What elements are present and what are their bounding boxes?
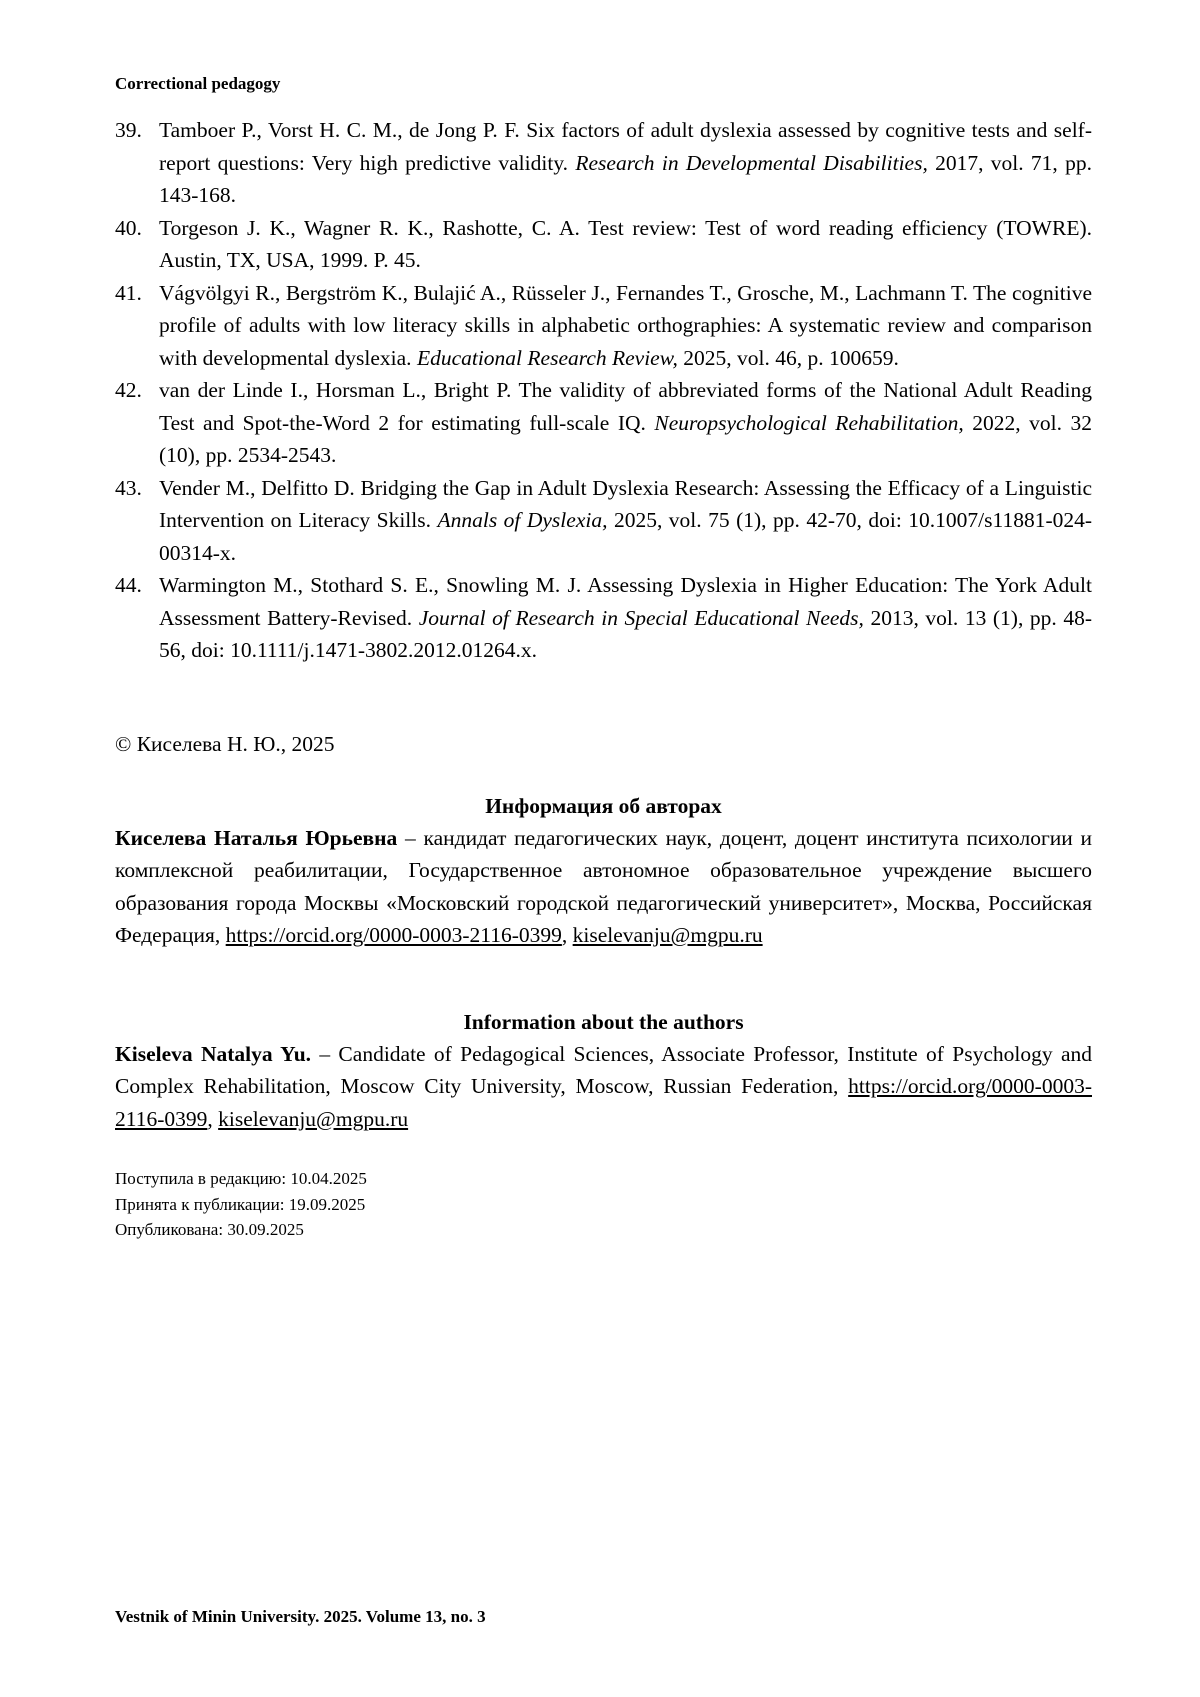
reference-number: 42.: [115, 378, 142, 402]
en-orcid-link[interactable]: https://orcid.org/0000-0003-2116-0399: [115, 1074, 1092, 1131]
en-author-info-title: Information about the authors: [463, 1010, 744, 1034]
reference-item: [115, 114, 1092, 212]
accepted-date: Принята к публикации: 19.09.2025: [115, 1194, 366, 1214]
published-date: Опубликована: 30.09.2025: [115, 1220, 304, 1239]
reference-tail: 2025, vol. 46, p. 100659.: [683, 345, 899, 370]
reference-journal: Research in Developmental Disabilities,: [575, 150, 928, 175]
en-email-link[interactable]: kiselevanju@mgpu.ru: [218, 1106, 409, 1131]
en-author-description: – Candidate of Pedagogical Sciences, Associate Professor, Institute of Psychology and Complex Rehabilitation, Moscow City University, Moscow, Russian Federation,: [115, 1042, 1092, 1099]
ru-orcid-link[interactable]: https://orcid.org/0000-0003-2116-0399: [225, 922, 562, 947]
journal-footer: Vestnik of Minin University. 2025. Volume 13, no. 3: [115, 1607, 486, 1626]
ru-author-description: – кандидат педагогических наук, доцент, доцент института психологии и комплексной реабилитации, Государственное автономное образовательное учреждение высшего образования города Москвы «Московский городской педагогический университет», Москва, Российская Федерация,: [115, 826, 1092, 947]
reference-number: 44.: [115, 573, 142, 597]
en-author-name: Kiseleva Natalya Yu.: [115, 1042, 312, 1066]
reference-item: [115, 212, 1092, 277]
reference-journal: Journal of Research in Special Educational Needs,: [418, 605, 864, 630]
reference-number: 41.: [115, 280, 142, 305]
reference-item: [115, 374, 1092, 472]
reference-journal: Neuropsychological Rehabilitation,: [654, 410, 964, 435]
reference-journal: Annals of Dyslexia,: [437, 508, 608, 532]
copyright: © Киселева Н. Ю., 2025: [115, 732, 335, 756]
reference-text: Torgeson J. K., Wagner R. K., Rashotte, C. A. Test review: Test of word reading efficiency (TOWRE). Austin, TX, USA, 1999. P. 45.: [159, 215, 1092, 272]
ru-author-info: [115, 822, 1092, 951]
reference-journal: Educational Research Review,: [416, 345, 678, 370]
reference-item: [115, 569, 1092, 667]
ru-email-link[interactable]: kiselevanju@mgpu.ru: [572, 922, 763, 947]
received-date: Поступила в редакцию: 10.04.2025: [115, 1169, 367, 1188]
en-separator: ,: [207, 1106, 219, 1131]
en-author-info: [115, 1038, 1092, 1135]
ru-author-info-title: Информация об авторах: [485, 794, 722, 818]
reference-item: [115, 277, 1092, 375]
reference-text: van der Linde I., Horsman L., Bright P. The validity of abbreviated forms of the National Adult Reading Test and Spot-the-Word 2 for estimating full-scale IQ.: [159, 378, 1092, 435]
reference-tail: 2013, vol. 13 (1), pp. 48-56, doi: 10.1111/j.1471-3802.2012.01264.x.: [159, 605, 1092, 662]
reference-number: 43.: [115, 475, 142, 500]
reference-text: Vágvölgyi R., Bergström K., Bulajić A., Rüsseler J., Fernandes T., Grosche, M., Lachmann T. The cognitive profile of adults with low literacy skills in alphabetic orthographies: A systematic review and comparison with developmental dyslexia.: [159, 280, 1092, 370]
reference-tail: 2022, vol. 32 (10), pp. 2534-2543.: [159, 410, 1092, 467]
ru-separator: ,: [561, 922, 568, 947]
reference-number: 39.: [115, 118, 142, 142]
reference-tail: 2017, vol. 71, pp. 143-168.: [159, 150, 1092, 207]
reference-list: [115, 114, 1092, 667]
reference-number: 40.: [115, 215, 142, 240]
reference-tail: 2025, vol. 75 (1), pp. 42-70, doi: 10.1007/s11881-024-00314-x.: [159, 508, 1093, 565]
reference-text: Warmington M., Stothard S. E., Snowling M. J. Assessing Dyslexia in Higher Education: The York Adult Assessment Battery-Revised.: [159, 573, 1092, 630]
reference-text: Tamboer P., Vorst H. C. M., de Jong P. F. Six factors of adult dyslexia assessed by cognitive tests and self-report questions: Very high predictive validity.: [159, 118, 1092, 175]
ru-author-name: Киселева Наталья Юрьевна: [115, 826, 398, 850]
publication-dates: [115, 1166, 367, 1243]
reference-item: [115, 472, 1092, 570]
reference-text: Vender M., Delfitto D. Bridging the Gap in Adult Dyslexia Research: Assessing the Efficacy of a Linguistic Intervention on Literacy Skills.: [159, 475, 1092, 532]
running-head: Correctional pedagogy: [115, 74, 281, 93]
